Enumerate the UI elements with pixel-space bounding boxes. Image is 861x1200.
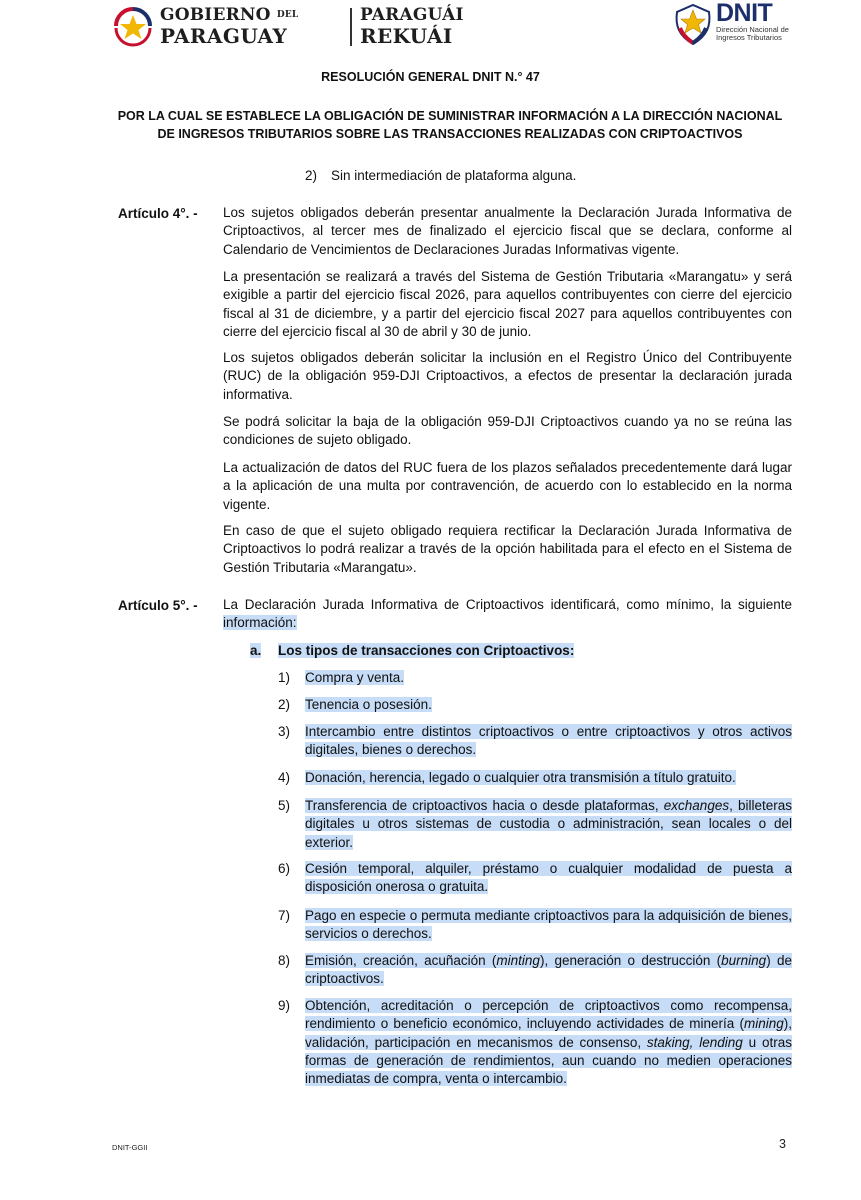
article-4-paragraph: Los sujetos obligados deberán solicitar la inclusión en el Registro Único del Contribuyente (RUC) de la obligación 959-DJI Criptoactivos, a efectos de presentar la declaración jurada informativa. [223, 350, 792, 402]
dnit-subtitle-1: Dirección Nacional de [716, 25, 789, 34]
article-5-intro-end: información: [223, 615, 297, 630]
list-item-number: 4) [278, 770, 291, 785]
list-item-number: 1) [278, 670, 291, 685]
section-title: Los tipos de transacciones con Criptoactivos: [278, 643, 575, 658]
article-5-label: Artículo 5°. - [118, 598, 198, 613]
header-divider [350, 8, 352, 46]
intro-item-number: 2) [305, 168, 318, 183]
section-letter: a. [250, 643, 262, 658]
list-item: Obtención, acreditación o percepción de criptoactivos como recompensa, rendimiento o beneficio económico, incluyendo actividades de minería (mining), validación, participación en mecanismos de consenso, staking, lending u otras formas de generación de rendimientos, aun cuando no medien operaciones inmediatas de compra, venta o intercambio. [305, 998, 792, 1087]
list-item: Pago en especie o permuta mediante criptoactivos para la adquisición de bienes, servicios o derechos. [305, 908, 792, 942]
article-4-paragraph: Se podrá solicitar la baja de la obligación 959-DJI Criptoactivos cuando ya no se reúna las condiciones de sujeto obligado. [223, 414, 792, 448]
intro-item-text: Sin intermediación de plataforma alguna. [331, 168, 577, 183]
list-item: Compra y venta. [305, 670, 405, 685]
list-item-number: 5) [278, 798, 291, 813]
resolution-subtitle: POR LA CUAL SE ESTABLECE LA OBLIGACIÓN DE SUMINISTRAR INFORMACIÓN A LA DIRECCIÓN NACIONAL DE INGRESOS TRIBUTARIOS SOBRE LAS TRANSACCIONES REALIZADAS CON CRIPTOACTIVOS [117, 109, 783, 141]
list-item: Cesión temporal, alquiler, préstamo o cualquier modalidad de puesta a disposición onerosa o gratuita. [305, 861, 792, 895]
dnit-wordmark: DNIT [716, 0, 773, 27]
article-4-paragraph: La actualización de datos del RUC fuera de los plazos señalados precedentemente dará lugar a la aplicación de una multa por contravención, de acuerdo con lo establecido en la norma vigente. [223, 460, 792, 512]
dnit-logo [672, 0, 802, 50]
article-4-paragraph: La presentación se realizará a través del Sistema de Gestión Tributaria «Marangatu» y será exigible a partir del ejercicio fiscal 2026, para aquellos contribuyentes con cierre del ejercicio fiscal al 31 de diciembre, y a partir del ejercicio fiscal 2027 para aquellos contribuyentes con cierre del ejercicio fiscal al 30 de abril y 30 de junio. [223, 269, 792, 339]
list-item: Intercambio entre distintos criptoactivos o entre criptoactivos y otros activos digitales, bienes o derechos. [305, 724, 792, 758]
paraguay-star-emblem-icon [112, 4, 154, 48]
article-4-paragraph: En caso de que el sujeto obligado requiera rectificar la Declaración Jurada Informativa de Criptoactivos lo podrá realizar a través de la opción habilitada para el efecto en el Sistema de Gestión Tributaria «Marangatu». [223, 523, 792, 575]
dnit-subtitle-2: Ingresos Tributarios [716, 33, 782, 42]
list-item: Donación, herencia, legado o cualquier otra transmisión a título gratuito. [305, 770, 736, 785]
page-number: 3 [779, 1137, 786, 1151]
list-item: Emisión, creación, acuñación (minting), generación o destrucción (burning) de criptoactivos. [305, 953, 792, 987]
gov-name-spanish: GOBIERNO DEL PARAGUAY [160, 5, 299, 48]
list-item-number: 6) [278, 861, 291, 876]
resolution-title: RESOLUCIÓN GENERAL DNIT N.° 47 [321, 70, 540, 84]
gobierno-paraguay-logo [112, 4, 464, 48]
list-item-number: 7) [278, 908, 291, 923]
article-5-intro: La Declaración Jurada Informativa de Criptoactivos identificará, como mínimo, la siguiente [223, 597, 792, 612]
dnit-star-emblem-icon [672, 0, 714, 46]
list-item: Tenencia o posesión. [305, 697, 432, 712]
list-item: Transferencia de criptoactivos hacia o desde plataformas, exchanges, billeteras digitales u otros sistemas de custodia o administración, sean locales o del exterior. [305, 798, 792, 850]
article-4-paragraph: Los sujetos obligados deberán presentar anualmente la Declaración Jurada Informativa de Criptoactivos, al tercer mes de finalizado el ejercicio fiscal que se declara, conforme al Calendario de Vencimientos de Declaraciones Juradas Informativas vigente. [223, 205, 792, 257]
list-item-number: 8) [278, 953, 291, 968]
list-item-number: 2) [278, 697, 291, 712]
footer-reference: DNIT-GGII [112, 1143, 148, 1152]
article-4-label: Artículo 4°. - [118, 206, 198, 221]
gov-name-guarani: PARAGUÁI REKUÁI [360, 5, 464, 48]
list-item-number: 9) [278, 998, 291, 1013]
list-item-number: 3) [278, 724, 291, 739]
